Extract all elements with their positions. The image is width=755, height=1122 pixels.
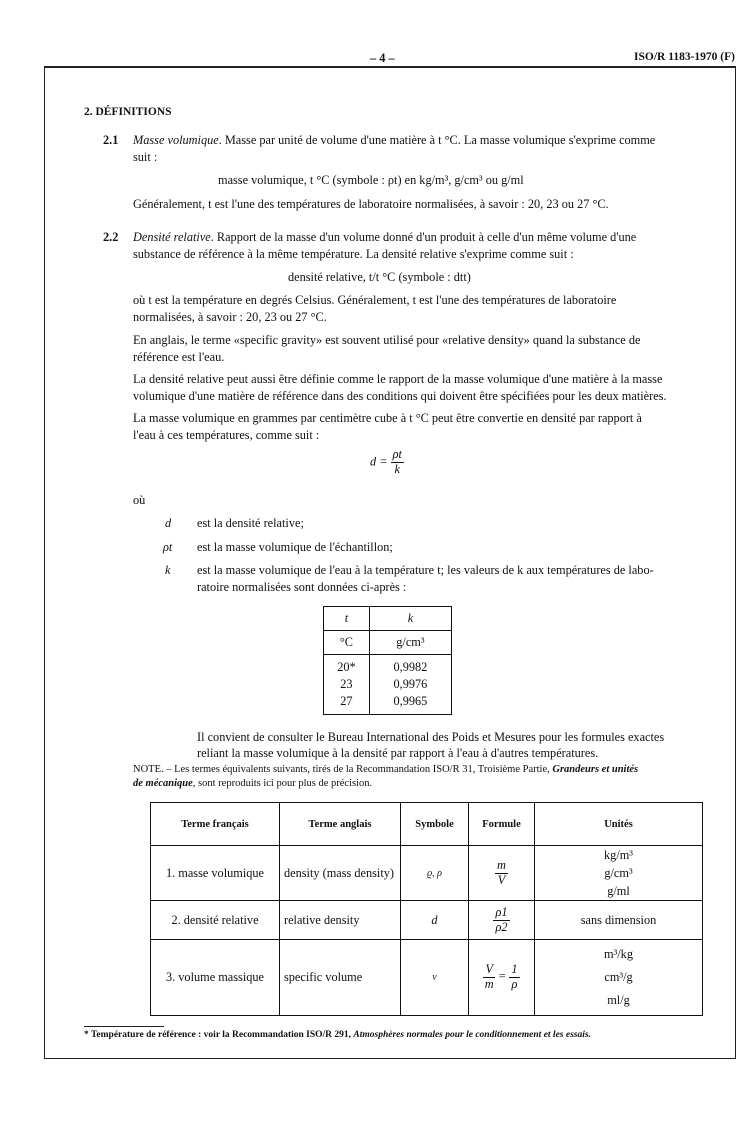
paragraph: La densité relative peut aussi être définie comme le rapport de la masse volumique d'une matière à la masse: [133, 372, 663, 386]
document-ref: ISO/R 1183-1970 (F): [634, 51, 735, 63]
cell: v: [401, 940, 469, 1016]
table-row: [151, 940, 703, 1016]
frame-bottom: [44, 1058, 736, 1059]
cell: ϱ, ρ: [401, 846, 469, 901]
cell: density (mass density): [280, 846, 401, 901]
cell: $\frac{\rho 1}{\rho 2}$: [469, 901, 535, 940]
clause-text: suit :: [133, 150, 158, 164]
section-heading: 2. DÉFINITIONS: [84, 106, 172, 118]
cell: specific volume: [280, 940, 401, 1016]
def-text: est la masse volumique de l'échantillon;: [197, 540, 393, 554]
table-header: Terme anglais: [280, 803, 401, 846]
paragraph: La masse volumique en grammes par centimètre cube à t °C peut être convertie en densité par rapport à: [133, 411, 642, 425]
cell: d: [401, 901, 469, 940]
cell: relative density: [280, 901, 401, 940]
paragraph: référence est l'eau.: [133, 350, 225, 364]
table-header: k: [369, 607, 451, 631]
def-symbol: ρt: [163, 540, 173, 554]
paragraph: Généralement, t est l'une des températures de laboratoire normalisées, à savoir : 20, 23 ou 27 °C.: [133, 197, 609, 211]
paragraph: Il convient de consulter le Bureau International des Poids et Mesures pour les formules exactes: [197, 730, 665, 744]
table-header: Terme français: [151, 803, 280, 846]
clause-number: 2.2: [103, 230, 119, 244]
clause-text: Masse volumique. Masse par unité de volume d'une matière à t °C. La masse volumique s'exprime comme: [133, 133, 656, 147]
note: NOTE. – Les termes équivalents suivants, tirés de la Recommandation ISO/R 31, Troisième Partie, Grandeurs et unités: [133, 764, 639, 775]
cell: 1. masse volumique: [151, 846, 280, 901]
paragraph: l'eau à ces températures, comme suit :: [133, 428, 320, 442]
def-symbol: d: [165, 516, 172, 530]
def-text: est la densité relative;: [197, 516, 304, 530]
cell: sans dimension: [535, 901, 703, 940]
def-text: est la masse volumique de l'eau à la température t; les valeurs de k aux températures de labo-: [197, 563, 654, 577]
equation: d = $\frac{\rho t}{k}$: [370, 447, 402, 476]
paragraph: volumique d'une matière de référence dans des conditions qui doivent être spécifiées pour les deux matières.: [133, 389, 667, 403]
formula: masse volumique, t °C (symbole : ρt) en kg/m³, g/cm³ ou g/ml: [218, 173, 524, 187]
page-number: – 4 –: [370, 51, 395, 65]
frame-left: [44, 66, 45, 1059]
footnote: * Température de référence : voir la Recommandation ISO/R 291, Atmosphères normales pour le conditionnement et les essais.: [84, 1030, 591, 1040]
k-values: 0,9982 0,9976 0,9965: [369, 655, 451, 715]
table-unit: °C: [324, 631, 370, 655]
paragraph: En anglais, le terme «specific gravity» est souvent utilisé pour «relative density» quand la substance de: [133, 333, 641, 347]
def-symbol: k: [165, 563, 171, 577]
cell: 2. densité relative: [151, 901, 280, 940]
frame-top: [44, 66, 736, 68]
table-row: [151, 846, 703, 901]
table-header: Formule: [469, 803, 535, 846]
cell: m³/kg cm³/g ml/g: [535, 940, 703, 1016]
note: de mécanique, sont reproduits ici pour plus de précision.: [133, 778, 373, 789]
paragraph: reliant la masse volumique à la densité par rapport à l'eau à d'autres températures.: [197, 746, 599, 760]
clause-text: Densité relative. Rapport de la masse d'un volume donné d'un produit à celle d'un même volume d'une: [133, 230, 637, 244]
table-header: Unités: [535, 803, 703, 846]
water-density-table: [323, 606, 452, 715]
paragraph: où t est la température en degrés Celsius. Généralement, t est l'une des températures de laboratoire: [133, 293, 617, 307]
paragraph: normalisées, à savoir : 20, 23 ou 27 °C.: [133, 310, 327, 324]
t-values: 20* 23 27: [324, 655, 370, 715]
formula: densité relative, t/t °C (symbole : dtt): [288, 270, 471, 284]
cell: 3. volume massique: [151, 940, 280, 1016]
frame-right: [735, 66, 736, 1059]
clause-text: substance de référence à la même température. La densité relative s'exprime comme suit :: [133, 247, 574, 261]
cell: $\frac{m}{V}$: [469, 846, 535, 901]
table-header: t: [324, 607, 370, 631]
paragraph: où: [133, 493, 146, 507]
cell: $\frac{V}{m}$ = $\frac{1}{\rho}$: [469, 940, 535, 1016]
footnote-rule: [84, 1026, 164, 1027]
terms-table: [150, 802, 703, 1016]
table-header: Symbole: [401, 803, 469, 846]
table-row: [151, 901, 703, 940]
cell: kg/m³ g/cm³ g/ml: [535, 846, 703, 901]
table-unit: g/cm³: [369, 631, 451, 655]
def-text: ratoire normalisées sont données ci-après :: [197, 580, 407, 594]
clause-number: 2.1: [103, 133, 119, 147]
